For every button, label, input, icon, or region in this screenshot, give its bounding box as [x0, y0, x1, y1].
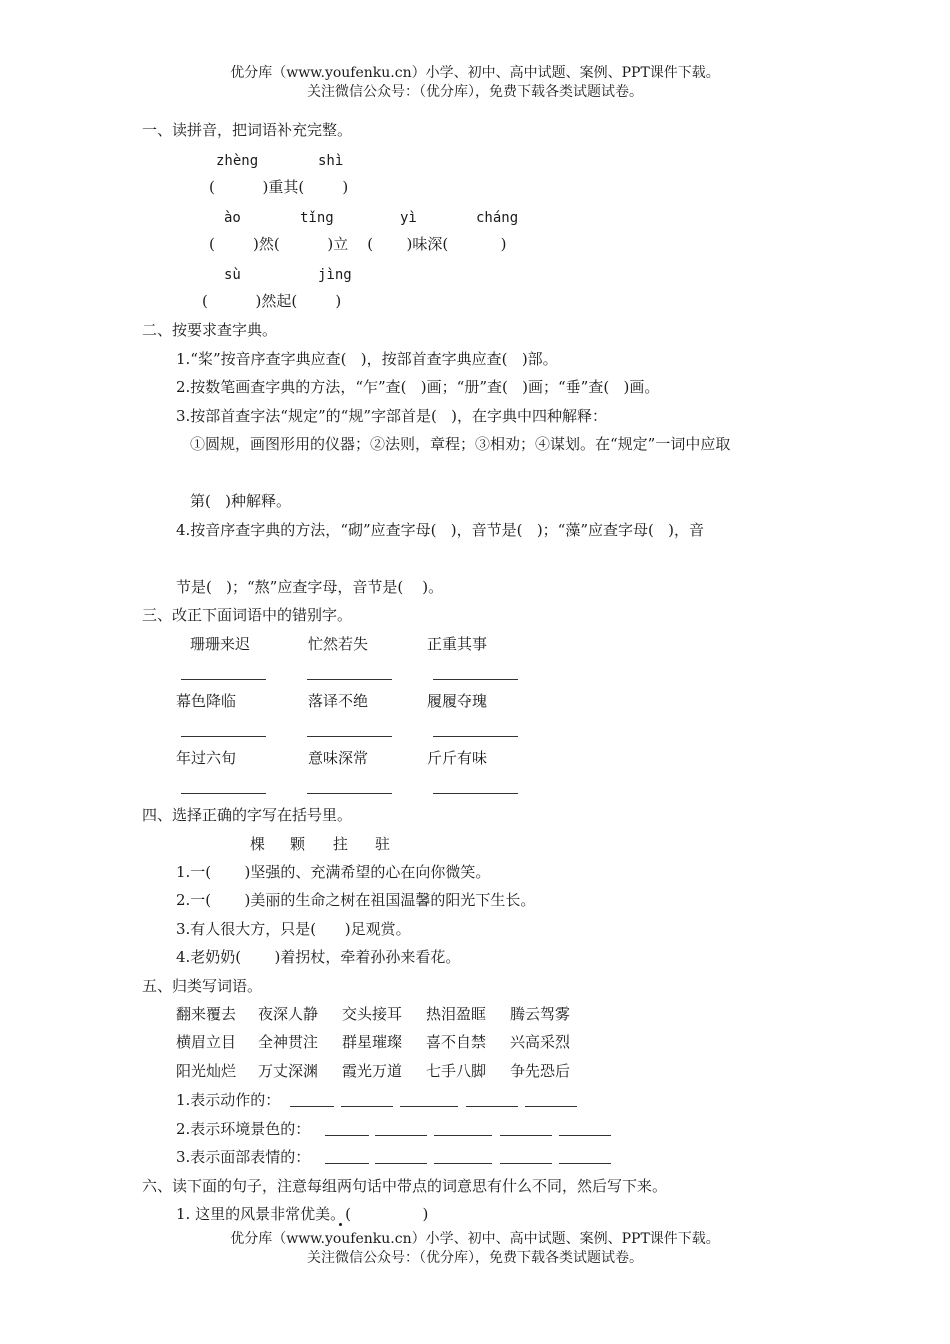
wrong-word: 意味深常: [308, 749, 369, 767]
section-5-title: 五、归类写词语。: [142, 977, 263, 995]
wrong-word: 幕色降临: [176, 692, 237, 710]
answer-line[interactable]: [433, 736, 518, 737]
answer-line[interactable]: [375, 1135, 427, 1136]
answer-line[interactable]: [341, 1106, 393, 1107]
pinyin: zhèng: [216, 153, 259, 169]
word: 热泪盈眶: [426, 1005, 487, 1023]
question: 1.一( )坚强的、充满希望的心在向你微笑。: [176, 863, 491, 881]
question: 1. 这里的风景非常优美。( ): [176, 1205, 429, 1223]
emphasis-dot: [339, 1223, 342, 1226]
section-3-title: 三、改正下面词语中的错别字。: [142, 606, 353, 624]
answer-line[interactable]: [500, 1135, 552, 1136]
answer-line[interactable]: [500, 1163, 552, 1164]
answer-line[interactable]: [290, 1106, 334, 1107]
answer-line[interactable]: [559, 1163, 611, 1164]
pinyin: ào: [224, 210, 241, 226]
answer-line[interactable]: [325, 1163, 369, 1164]
fill-row-2: ( )然( )立 ( )味深( ): [209, 235, 507, 253]
category-label: 1.表示动作的：: [176, 1091, 281, 1109]
section-2-title: 二、按要求查字典。: [142, 321, 278, 339]
wrong-word: 履履夺瑰: [427, 692, 488, 710]
word: 交头接耳: [342, 1005, 403, 1023]
question: 3.按部首查字法“规定”的“规”字部首是( )，在字典中四种解释：: [176, 407, 607, 425]
word: 夜深人静: [258, 1005, 319, 1023]
question: 4.按音序查字典的方法，“砌”应查字母( )，音节是( )；“藻”应查字母( )，音: [176, 521, 705, 539]
answer-line[interactable]: [434, 1135, 492, 1136]
question: 3.有人很大方，只是( )足观赏。: [176, 920, 411, 938]
pinyin: tǐng: [300, 210, 334, 226]
pinyin: cháng: [476, 210, 519, 226]
word: 七手八脚: [426, 1062, 487, 1080]
answer-line[interactable]: [307, 679, 392, 680]
wrong-word: 正重其事: [427, 635, 488, 653]
footer-line-2: 关注微信公众号：（优分库），免费下载各类试题试卷。: [307, 1250, 643, 1266]
word: 群星璀璨: [342, 1033, 403, 1051]
answer-line[interactable]: [181, 793, 266, 794]
wrong-word: 珊珊来迟: [190, 635, 251, 653]
wrong-word: 年过六旬: [176, 749, 237, 767]
wrong-word: 斤斤有味: [427, 749, 488, 767]
word: 万丈深渊: [258, 1062, 319, 1080]
question-continued: 节是( )；“熬”应查字母，音节是( )。: [176, 578, 444, 596]
answer-line[interactable]: [181, 736, 266, 737]
answer-line[interactable]: [307, 736, 392, 737]
question: 2.按数笔画查字典的方法，“乍”查( )画；“册”查( )画；“垂”查( )画。: [176, 378, 660, 396]
answer-line[interactable]: [433, 793, 518, 794]
word: 腾云驾雾: [510, 1005, 571, 1023]
word: 霞光万道: [342, 1062, 403, 1080]
answer-line[interactable]: [525, 1106, 577, 1107]
option-char: 棵: [250, 835, 266, 853]
question-continued: ①圆规，画图形用的仪器；②法则，章程；③相劝；④谋划。在“规定”一词中应取: [190, 435, 731, 453]
word: 兴高采烈: [510, 1033, 571, 1051]
fill-row-3: ( )然起( ): [202, 292, 342, 310]
category-label: 2.表示环境景色的：: [176, 1120, 311, 1138]
pinyin: shì: [318, 153, 344, 169]
option-char: 拄: [333, 835, 349, 853]
section-4-title: 四、选择正确的字写在括号里。: [142, 806, 353, 824]
word: 阳光灿烂: [176, 1062, 237, 1080]
option-char: 驻: [375, 835, 391, 853]
question: 2.一( )美丽的生命之树在祖国温馨的阳光下生长。: [176, 891, 536, 909]
word: 全神贯注: [258, 1033, 319, 1051]
word: 横眉立目: [176, 1033, 237, 1051]
question: 1.“桨”按音序查字典应查( )，按部首查字典应查( )部。: [176, 350, 558, 368]
answer-line[interactable]: [466, 1106, 518, 1107]
word: 喜不自禁: [426, 1033, 487, 1051]
answer-line[interactable]: [400, 1106, 458, 1107]
question-continued: 第( )种解释。: [190, 492, 292, 510]
pinyin: sù: [224, 267, 241, 283]
word: 争先恐后: [510, 1062, 571, 1080]
footer-line-1: 优分库（www.youfenku.cn）小学、初中、高中试题、案例、PPT课件下载。: [230, 1231, 720, 1247]
answer-line[interactable]: [181, 679, 266, 680]
wrong-word: 忙然若失: [308, 635, 369, 653]
header-line-1: 优分库（www.youfenku.cn）小学、初中、高中试题、案例、PPT课件下载。: [230, 65, 720, 81]
section-6-title: 六、读下面的句子，注意每组两句话中带点的词意思有什么不同，然后写下来。: [142, 1177, 668, 1195]
header-line-2: 关注微信公众号：（优分库），免费下载各类试题试卷。: [307, 84, 643, 100]
pinyin: yì: [400, 210, 417, 226]
option-char: 颗: [290, 835, 306, 853]
question: 4.老奶奶( )着拐杖，牵着孙孙来看花。: [176, 948, 461, 966]
answer-line[interactable]: [559, 1135, 611, 1136]
answer-line[interactable]: [434, 1163, 492, 1164]
wrong-word: 落译不绝: [308, 692, 369, 710]
answer-line[interactable]: [375, 1163, 427, 1164]
word: 翻来覆去: [176, 1005, 237, 1023]
section-1-title: 一、读拼音，把词语补充完整。: [142, 121, 353, 139]
category-label: 3.表示面部表情的：: [176, 1148, 311, 1166]
answer-line[interactable]: [325, 1135, 369, 1136]
fill-row-1: ( )重其( ): [209, 178, 349, 196]
pinyin: jìng: [318, 267, 352, 283]
answer-line[interactable]: [433, 679, 518, 680]
answer-line[interactable]: [307, 793, 392, 794]
